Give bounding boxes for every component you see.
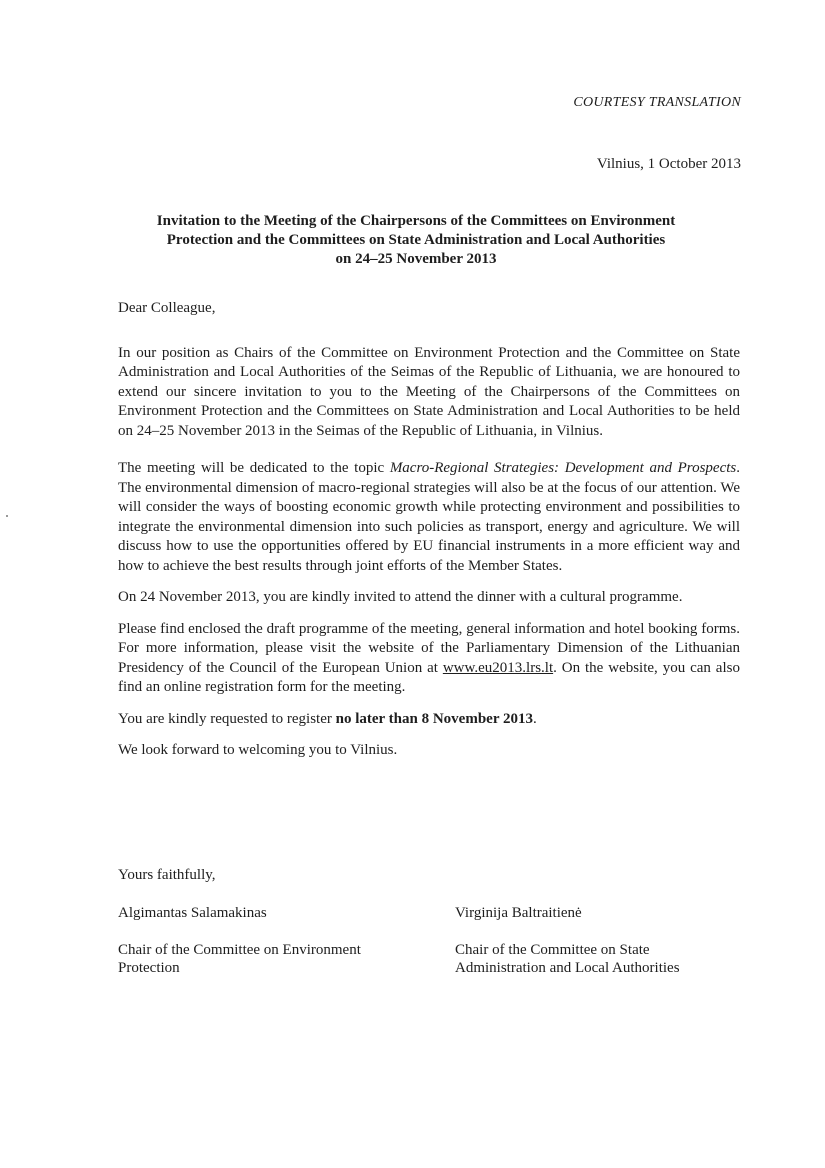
signatory-left-role-line-2: Protection <box>118 960 180 976</box>
letter-title <box>120 212 712 269</box>
paragraph-enclosures <box>118 620 740 698</box>
signatory-right-role-line-2: Administration and Local Authorities <box>455 960 680 976</box>
paragraph-registration <box>118 710 740 730</box>
title-line-3: on 24–25 November 2013 <box>335 251 497 267</box>
signatory-right-name: Virginija Baltraitienė <box>455 905 582 921</box>
enclosures-text-end: . On the website, you can also find an online registration form for the meeting. <box>118 659 740 695</box>
closing-phrase: Yours faithfully, <box>118 867 216 883</box>
letter-body <box>118 299 740 773</box>
letter-date: Vilnius, 1 October 2013 <box>596 156 741 172</box>
signatory-left-role <box>118 941 408 977</box>
registration-deadline: no later than 8 November 2013 <box>335 710 533 727</box>
scan-margin-mark <box>6 515 8 517</box>
signatory-right-role <box>455 941 745 977</box>
signatory-right-role-line-1: Chair of the Committee on State <box>455 942 650 958</box>
title-line-1: Invitation to the Meeting of the Chairpersons of the Committees on Environment <box>156 213 676 229</box>
signatory-left-name: Algimantas Salamakinas <box>118 905 267 921</box>
signatory-left-role-line-1: Chair of the Committee on Environment <box>118 942 361 958</box>
topic-title: Macro-Regional Strategies: Development and Prospects <box>389 460 737 476</box>
paragraph-welcome: We look forward to welcoming you to Vilnius. <box>118 742 398 758</box>
paragraph-dinner: On 24 November 2013, you are kindly invited to attend the dinner with a cultural programme. <box>118 589 683 605</box>
paragraph-topic <box>118 459 740 576</box>
courtesy-translation-label: COURTESY TRANSLATION <box>573 95 741 110</box>
registration-text-end: . <box>532 710 537 727</box>
website-link[interactable]: www.eu2013.lrs.lt <box>442 659 554 676</box>
topic-intro-text: The meeting will be dedicated to the topic <box>118 460 390 476</box>
salutation: Dear Colleague, <box>118 300 216 316</box>
title-line-2: Protection and the Committees on State Administration and Local Authorities <box>166 232 666 248</box>
enclosures-text: Please find enclosed the draft programme of the meeting, general information and hotel booking forms. For more information, please visit the website of the Parliamentary Dimension of the Lithuanian Presidency of the Council of the European Union at <box>118 620 740 676</box>
registration-text: You are kindly requested to register <box>118 710 336 727</box>
paragraph-invitation: In our position as Chairs of the Committee on Environment Protection and the Committee on State Administration and Local Authorities of the Seimas of the Republic of Lithuania, we are honoured to extend our sincere invitation to you to the Meeting of the Chairpersons of the Committees on Environment Protection and the Committees on State Administration and Local Authorities to be held on 24–25 November 2013 in the Seimas of the Republic of Lithuania, in Vilnius. <box>118 344 740 439</box>
topic-details-text: . The environmental dimension of macro-regional strategies will also be at the focus of our attention. We will consider the ways of boosting economic growth while protecting environment and possibilities to integrate the environmental dimension into such policies as transport, energy and agriculture. We will discuss how to use the opportunities offered by EU financial instruments in a more efficient way and how to achieve the best results through joint efforts of the Member States. <box>118 460 740 574</box>
